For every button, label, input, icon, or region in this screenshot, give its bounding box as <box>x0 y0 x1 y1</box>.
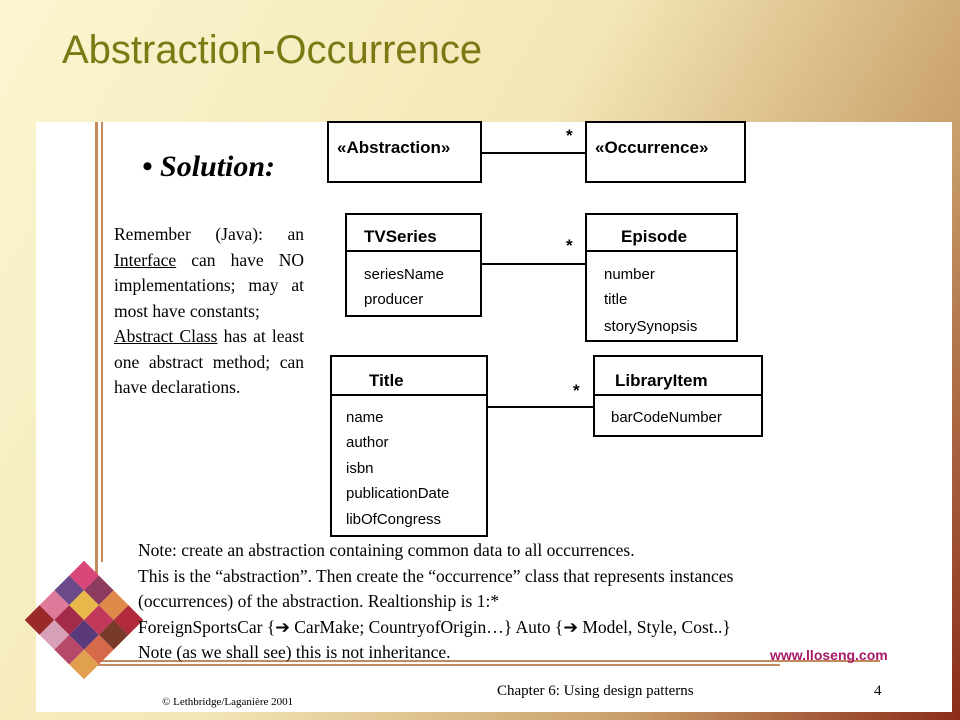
abstraction-class-box <box>327 121 482 183</box>
tvseries-attr: producer <box>364 291 424 308</box>
library-multiplicity: * <box>573 381 580 400</box>
occurrence-class-name: «Occurrence» <box>595 138 709 157</box>
tvseries-attr: seriesName <box>364 266 445 283</box>
episode-class-box <box>585 213 738 342</box>
occurrence-class-box <box>585 121 746 183</box>
reminder-p1-post: can have NO implementations; may at most have constants; <box>114 249 304 321</box>
footer-chapter: Chapter 6: Using design patterns <box>497 683 694 699</box>
abstract-class-term: Abstract Class <box>114 326 218 346</box>
frame-line-left <box>95 122 98 592</box>
slide-title: Abstraction-Occurrence <box>62 28 483 72</box>
tvseries-class-box <box>345 213 482 317</box>
tv-association-line <box>482 263 585 265</box>
libraryitem-attr: barCodeNumber <box>611 409 722 426</box>
episode-separator <box>585 250 738 252</box>
footer-page-number: 4 <box>874 683 882 699</box>
tv-multiplicity: * <box>566 236 573 255</box>
libraryitem-class-box <box>593 355 763 437</box>
title-attr: isbn <box>346 460 374 477</box>
title-attr: publicationDate <box>346 485 450 502</box>
footer-copyright: © Lethbridge/Laganière 2001 <box>162 696 294 708</box>
title-attr: libOfCongress <box>346 511 442 528</box>
title-separator <box>330 394 488 396</box>
title-attr: name <box>346 409 384 426</box>
generic-association-line <box>482 152 585 154</box>
interface-term: Interface <box>114 249 177 270</box>
title-class-name: Title <box>369 371 404 390</box>
tvseries-class-name: TVSeries <box>364 227 437 246</box>
java-reminder-text <box>114 222 304 401</box>
note-line: This is the “abstraction”. Then create the “occurrence” class that represents instances <box>138 565 734 586</box>
note-line: Note: create an abstraction containing common data to all occurrences. <box>138 540 635 560</box>
note-line: (occurrences) of the abstraction. Realtionship is 1:* <box>138 591 500 611</box>
solution-bullet: • Solution: <box>142 150 276 183</box>
episode-attr: storySynopsis <box>604 318 698 335</box>
generic-multiplicity: * <box>566 126 573 145</box>
frame-line-left-2 <box>101 122 103 562</box>
title-attr: author <box>346 434 389 451</box>
episode-class-name: Episode <box>621 227 688 246</box>
library-association-line <box>488 406 593 408</box>
reminder-p2-post: has at least one abstract method; can have declarations. <box>114 326 304 397</box>
reminder-p1-pre: Remember (Java): an <box>114 224 304 244</box>
note-line: Note (as we shall see) this is not inheritance. <box>138 642 451 662</box>
website-link[interactable]: www.lloseng.com <box>770 647 888 663</box>
tvseries-separator <box>345 250 482 252</box>
episode-attr: number <box>604 266 655 283</box>
libraryitem-class-name: LibraryItem <box>615 371 708 390</box>
libraryitem-separator <box>593 394 763 396</box>
note-line: ForeignSportsCar {➔ CarMake; CountryofOrigin…} Auto {➔ Model, Style, Cost..} <box>138 616 731 637</box>
abstraction-class-name: «Abstraction» <box>337 138 451 157</box>
title-class-box <box>330 355 488 537</box>
episode-attr: title <box>604 291 628 308</box>
